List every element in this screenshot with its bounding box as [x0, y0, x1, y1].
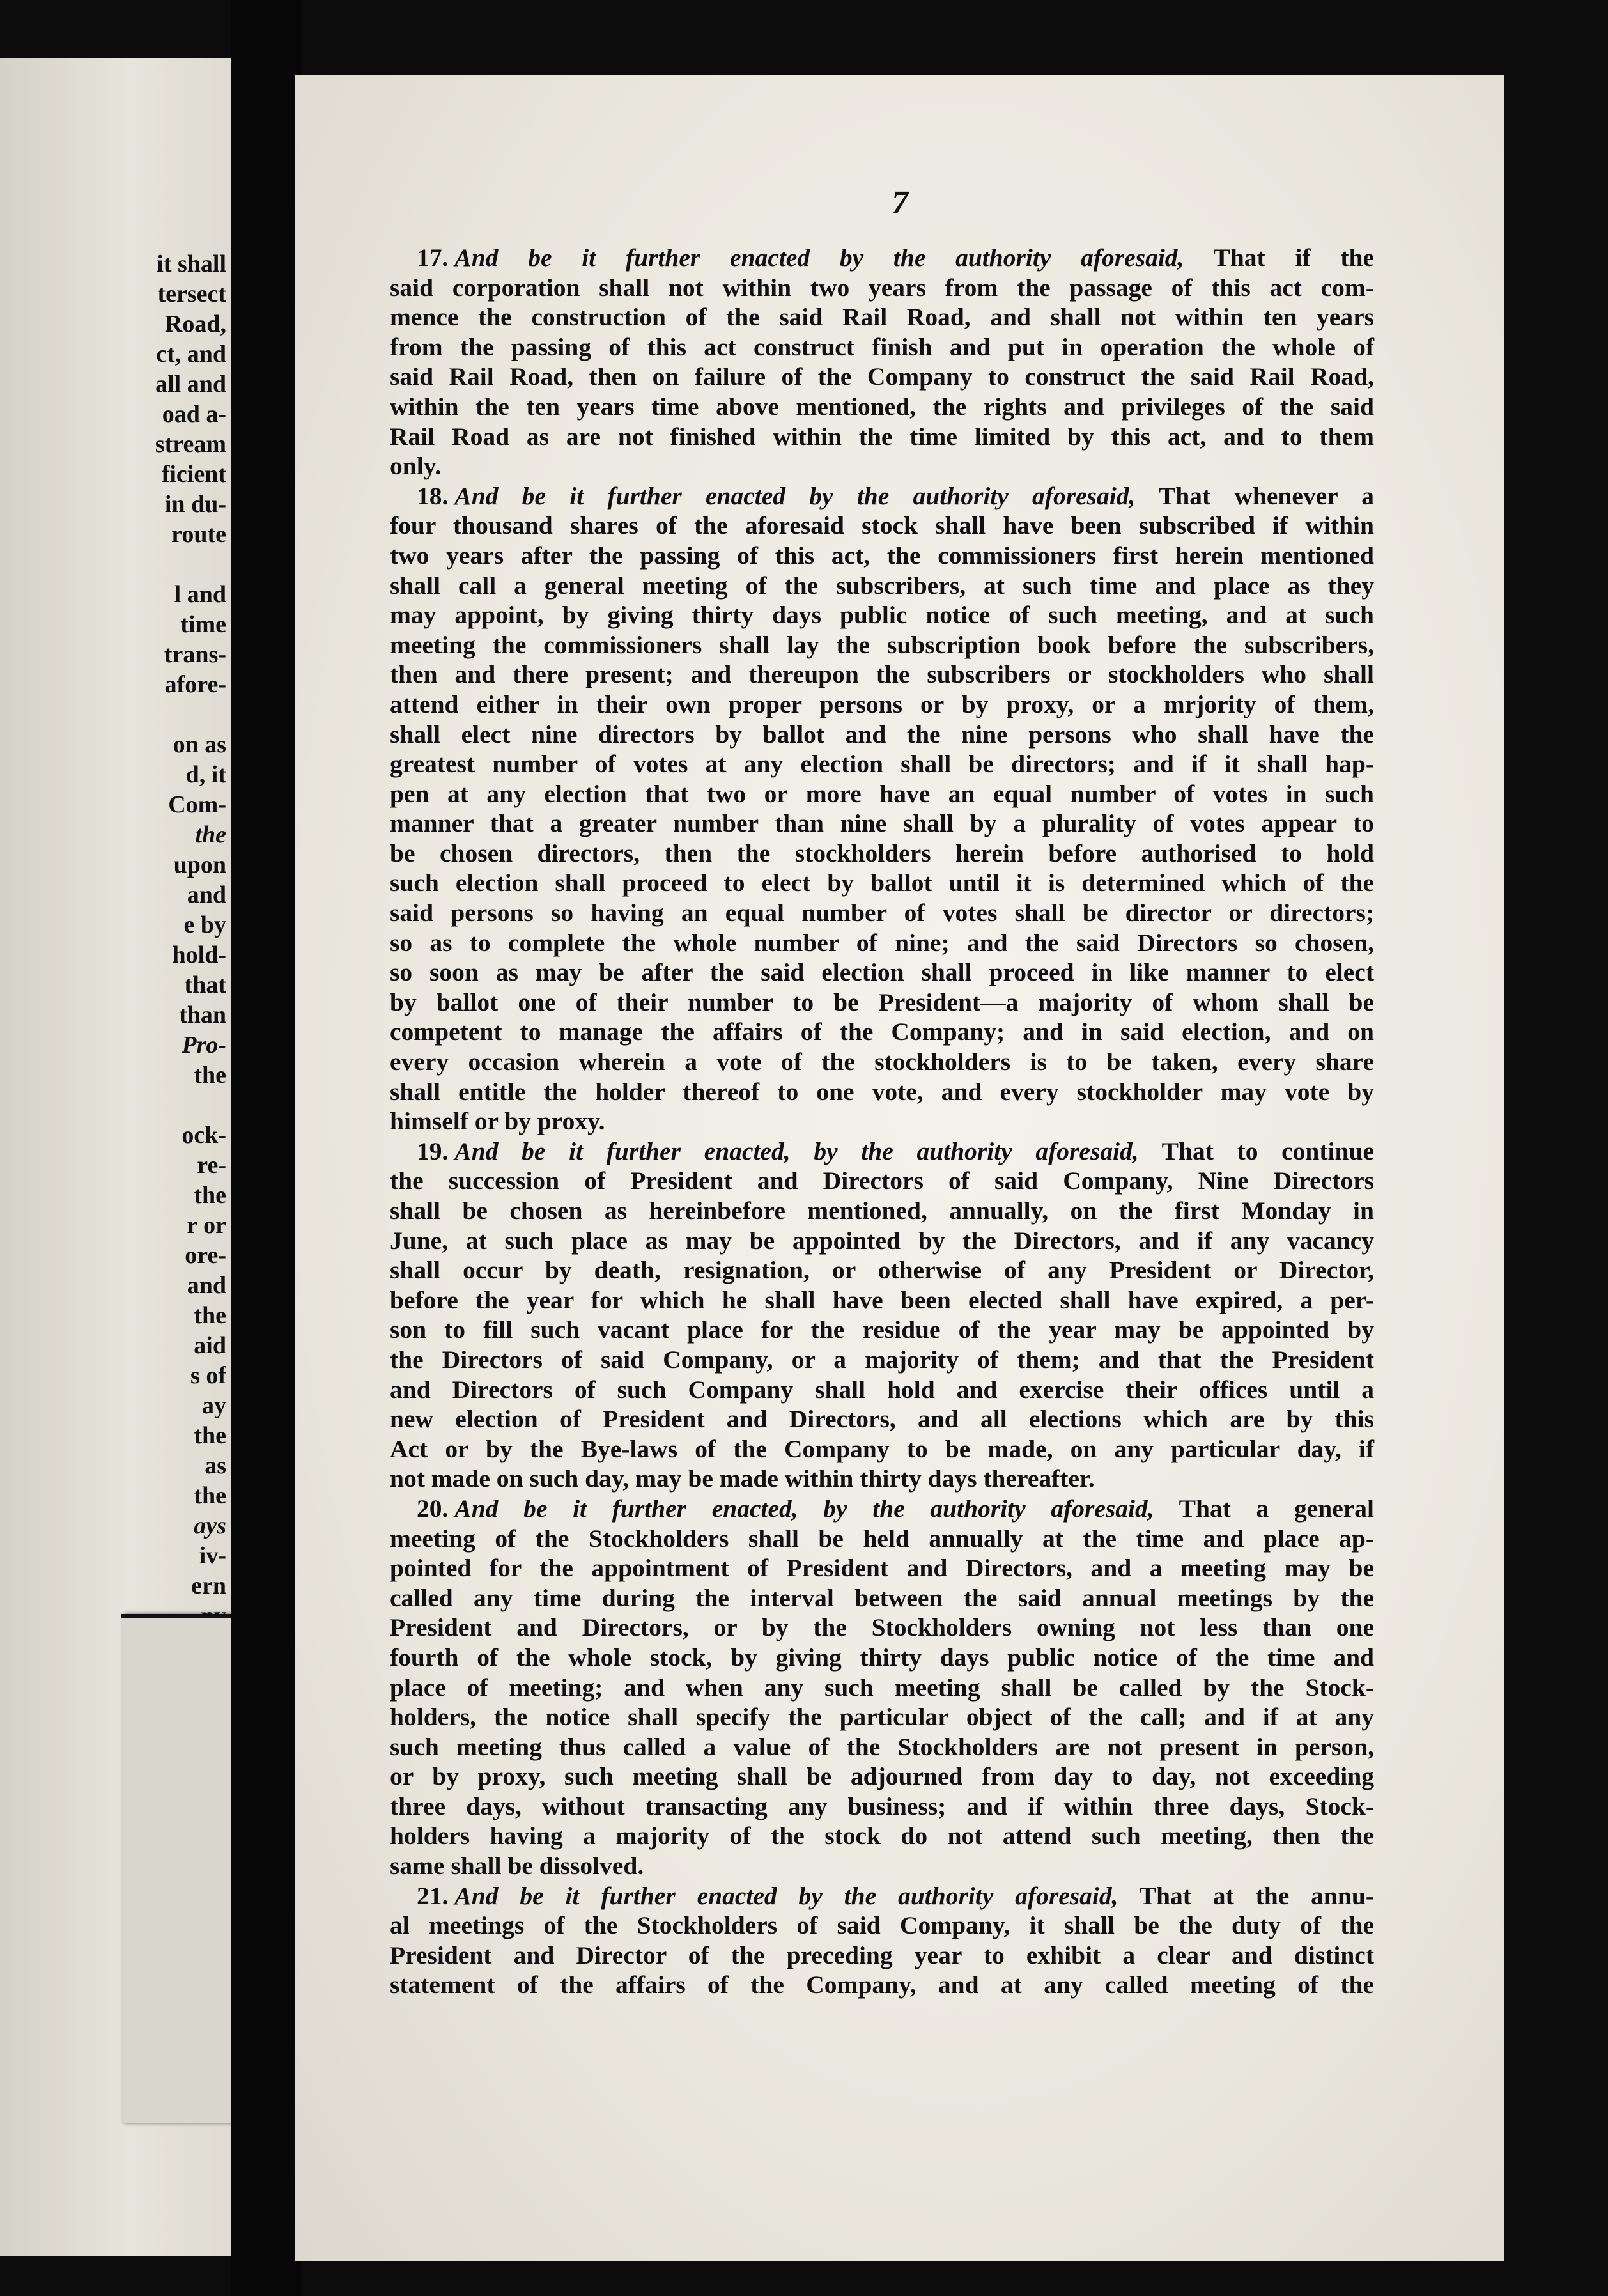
- section-heading-line: [390, 1494, 1374, 1524]
- body-line: not made on such day, may be made within thirty days thereafter.: [390, 1464, 1095, 1493]
- fragment-line: as: [205, 1452, 226, 1479]
- body-line: by ballot one of their number to be President—a majority of whom shall be: [390, 988, 1374, 1016]
- section-number: 21.: [417, 1881, 449, 1910]
- body-line: pointed for the appointment of President and Directors, and a meeting may be: [390, 1554, 1374, 1583]
- body-line: June, at such place as may be appointed by the Directors, and if any vacancy: [390, 1226, 1374, 1255]
- body-line: so as to complete the whole number of nine; and the said Directors so chosen,: [390, 928, 1374, 957]
- fragment-line: tersect: [157, 281, 226, 307]
- statute-text: [390, 243, 1374, 2000]
- body-line: so soon as may be after the said election shall proceed in like manner to elect: [390, 958, 1374, 987]
- body-line: statement of the affairs of the Company, and at any called meeting of the: [390, 1971, 1374, 1999]
- section-number: 17.: [417, 244, 449, 272]
- body-line: only.: [390, 452, 442, 481]
- body-line: place of meeting; and when any such meeting shall be called by the Stock-: [390, 1673, 1374, 1702]
- fragment-line: Com-: [168, 791, 226, 818]
- fragment-line: aid: [194, 1332, 226, 1359]
- fragment-line: in du-: [164, 491, 226, 518]
- fragment-line: [15, 1090, 226, 1121]
- body-line: called any time during the interval between the said annual meetings by the: [390, 1583, 1374, 1612]
- body-line: President and Director of the preceding year to exhibit a clear and distinct: [390, 1941, 1374, 1969]
- fragment-line: ay: [202, 1392, 226, 1419]
- page-number: 7: [892, 185, 908, 221]
- fragment-line: Pro-: [182, 1032, 226, 1059]
- enacting-clause: And be it further enacted by the authority aforesaid,: [454, 1881, 1118, 1910]
- body-line: said persons so having an equal number of votes shall be director or directors;: [390, 899, 1374, 927]
- fragment-line: ock-: [182, 1122, 226, 1149]
- fragment-line: re-: [197, 1152, 226, 1179]
- body-line: holders having a majority of the stock do not attend such meeting, then the: [390, 1822, 1374, 1850]
- fragment-line: all and: [155, 371, 226, 398]
- line-text: That at the annu-: [1139, 1881, 1374, 1910]
- body-line: the succession of President and Directors of said Company, Nine Directors: [390, 1167, 1374, 1195]
- line-text: That to continue: [1161, 1136, 1374, 1165]
- fragment-line: e by: [183, 911, 226, 938]
- enacting-clause: And be it further enacted, by the authority aforesaid,: [454, 1136, 1139, 1165]
- fragment-line: upon: [173, 851, 226, 878]
- body-line: al meetings of the Stockholders of said Company, it shall be the duty of the: [390, 1911, 1374, 1940]
- fragment-line: the: [195, 821, 226, 848]
- body-line: President and Directors, or by the Stockholders owning not less than one: [390, 1613, 1374, 1642]
- fragment-line: s of: [190, 1362, 226, 1389]
- body-line: fourth of the whole stock, by giving thirty days public notice of the time and: [390, 1643, 1374, 1672]
- fragment-line: route: [171, 521, 226, 548]
- section-heading-line: [390, 481, 1374, 511]
- fragment-line: than: [179, 1002, 226, 1028]
- fragment-line: oad a-: [162, 401, 226, 428]
- fragment-line: the: [194, 1482, 226, 1509]
- fragment-line: and: [187, 1272, 226, 1299]
- fragment-line: d, it: [185, 761, 226, 788]
- line-text: That a general: [1179, 1494, 1374, 1523]
- enacting-clause: And be it further enacted by the authority aforesaid,: [454, 244, 1184, 272]
- fragment-line: ore-: [185, 1242, 226, 1269]
- body-line: himself or by proxy.: [390, 1107, 605, 1136]
- fragment-line: l and: [174, 581, 226, 608]
- enacting-clause: And be it further enacted, by the authority aforesaid,: [454, 1494, 1154, 1523]
- fragment-line: r or: [187, 1212, 226, 1239]
- body-line: three days, without transacting any business; and if within three days, Stock-: [390, 1792, 1374, 1820]
- body-line: same shall be dissolved.: [390, 1852, 644, 1881]
- body-line: then and there present; and thereupon the subscribers or stockholders who shall: [390, 660, 1374, 689]
- body-line: shall be chosen as hereinbefore mentioned, annually, on the first Monday in: [390, 1197, 1374, 1225]
- body-line: pen at any election that two or more have an equal number of votes in such: [390, 779, 1374, 808]
- body-line: manner that a greater number than nine shall by a plurality of votes appear to: [390, 809, 1374, 838]
- fragment-line: time: [180, 611, 226, 638]
- body-line: shall entitle the holder thereof to one vote, and every stockholder may vote by: [390, 1077, 1374, 1106]
- body-line: before the year for which he shall have been elected shall have expired, a per-: [390, 1285, 1374, 1314]
- section-heading-line: [390, 1136, 1374, 1167]
- body-line: four thousand shares of the aforesaid stock shall have been subscribed if within: [390, 511, 1374, 540]
- fragment-line: ficient: [161, 461, 226, 488]
- section-number: 20.: [417, 1494, 449, 1523]
- body-line: holders, the notice shall specify the particular object of the call; and if at any: [390, 1703, 1374, 1732]
- fragment-line: that: [184, 972, 226, 998]
- body-line: two years after the passing of this act, the commissioners first herein mentioned: [390, 541, 1374, 570]
- body-line: Rail Road as are not finished within the time limited by this act, and to them: [390, 422, 1374, 451]
- body-line: may appoint, by giving thirty days public notice of such meeting, and at such: [390, 601, 1374, 630]
- fragment-line: it shall: [157, 251, 226, 277]
- body-line: every occasion wherein a vote of the stockholders is to be taken, every share: [390, 1048, 1374, 1076]
- body-line: shall call a general meeting of the subscribers, at such time and place as they: [390, 571, 1374, 600]
- section-number: 18.: [417, 481, 449, 510]
- body-line: new election of President and Directors, and all elections which are by this: [390, 1405, 1374, 1434]
- fragment-line: the: [194, 1422, 226, 1449]
- body-line: shall elect nine directors by ballot and the nine persons who shall have the: [390, 720, 1374, 749]
- fragment-line: Road,: [164, 311, 226, 337]
- body-line: son to fill such vacant place for the residue of the year may be appointed by: [390, 1315, 1374, 1344]
- body-line: the Directors of said Company, or a majority of them; and that the President: [390, 1345, 1374, 1374]
- line-text: That if the: [1213, 244, 1374, 272]
- fragment-line: afore-: [164, 671, 226, 698]
- body-line: such meeting thus called a value of the Stockholders are not present in person,: [390, 1732, 1374, 1761]
- fragment-line: the: [194, 1302, 226, 1329]
- fragment-line: stream: [155, 431, 226, 458]
- enacting-clause: And be it further enacted by the authority aforesaid,: [454, 481, 1136, 510]
- fragment-line: the: [194, 1182, 226, 1209]
- fragment-line: on as: [173, 731, 226, 758]
- fragment-line: iv-: [199, 1542, 226, 1569]
- body-line: attend either in their own proper persons or by proxy, or a mrjority of them,: [390, 690, 1374, 718]
- body-line: be chosen directors, then the stockholders herein before authorised to hold: [390, 839, 1374, 867]
- body-line: greatest number of votes at any election shall be directors; and if it shall hap-: [390, 750, 1374, 779]
- body-line: within the ten years time above mentioned, the rights and privileges of the said: [390, 392, 1374, 421]
- fragment-line: trans-: [164, 641, 226, 668]
- body-line: and Directors of such Company shall hold and exercise their offices until a: [390, 1375, 1374, 1404]
- section-number: 19.: [417, 1136, 449, 1165]
- document-page: [295, 75, 1504, 2261]
- section-heading-line: [390, 243, 1374, 273]
- body-line: mence the construction of the said Rail Road, and shall not within ten years: [390, 303, 1374, 332]
- section-heading-line: [390, 1881, 1374, 1911]
- fragment-line: [15, 550, 226, 580]
- body-line: Act or by the Bye-laws of the Company to be made, on any particular day, if: [390, 1434, 1374, 1463]
- fragment-line: [15, 700, 226, 730]
- body-line: shall occur by death, resignation, or otherwise of any President or Director,: [390, 1256, 1374, 1285]
- body-line: said Rail Road, then on failure of the Company to construct the said Rail Road,: [390, 362, 1374, 391]
- body-line: such election shall proceed to elect by ballot until it is determined which of the: [390, 869, 1374, 897]
- body-line: or by proxy, such meeting shall be adjourned from day to day, not exceeding: [390, 1762, 1374, 1791]
- fragment-line: ct, and: [156, 341, 226, 368]
- line-text: That whenever a: [1158, 481, 1374, 510]
- body-line: competent to manage the affairs of the Company; and in said election, and on: [390, 1018, 1374, 1046]
- fragment-line: and: [187, 881, 226, 908]
- fragment-line: ays: [194, 1512, 226, 1539]
- fragment-line: hold-: [172, 942, 226, 968]
- fragment-line: ern: [191, 1572, 226, 1599]
- body-line: meeting the commissioners shall lay the subscription book before the subscribers,: [390, 630, 1374, 659]
- fragment-line: the: [194, 1062, 226, 1089]
- body-line: from the passing of this act construct finish and put in operation the whole of: [390, 332, 1374, 361]
- body-line: meeting of the Stockholders shall be held annually at the time and place ap-: [390, 1524, 1374, 1553]
- body-line: said corporation shall not within two years from the passage of this act com-: [390, 273, 1374, 302]
- book-gutter: [231, 0, 302, 2296]
